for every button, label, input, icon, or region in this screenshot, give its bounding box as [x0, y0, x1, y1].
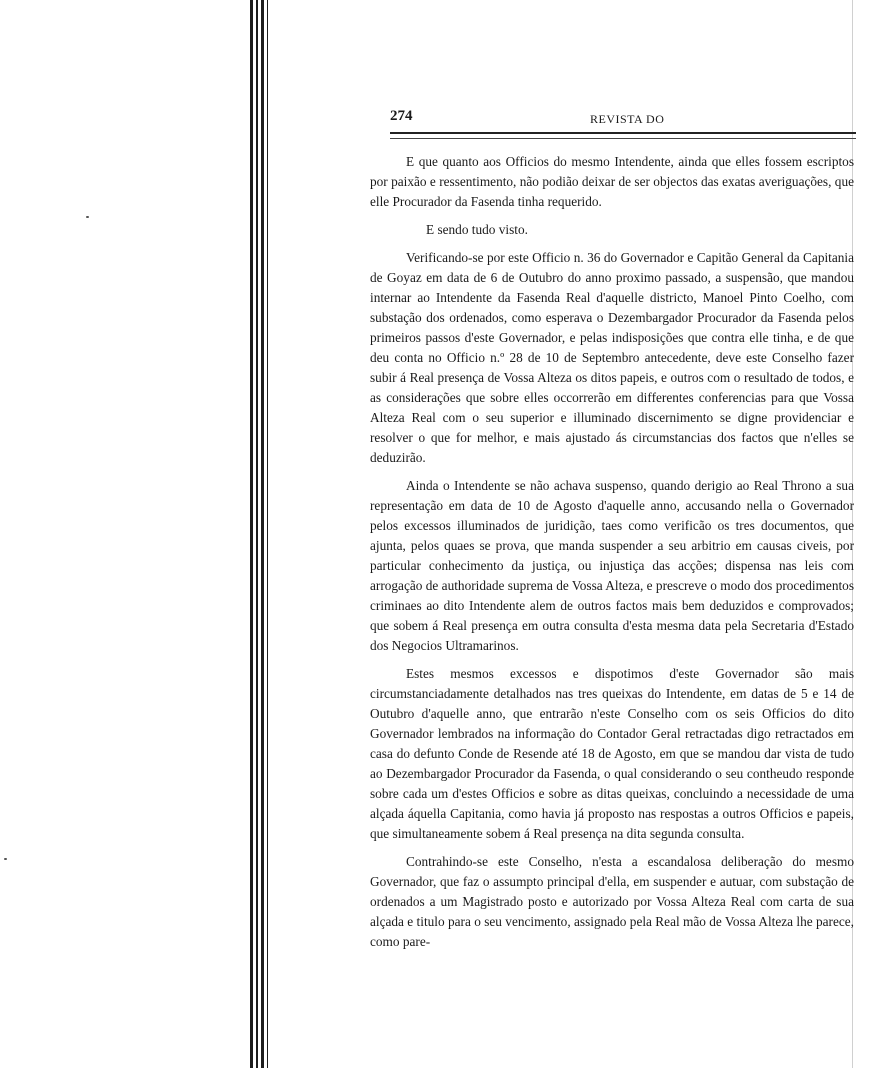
paragraph: E sendo tudo visto.: [426, 222, 528, 237]
scan-speck: [86, 216, 89, 218]
body-text: [370, 152, 854, 960]
gutter-line: [250, 0, 253, 1068]
gutter-line: [261, 0, 264, 1068]
header-rule: [390, 132, 856, 139]
page-number: 274: [390, 108, 413, 124]
binding-gutter: [236, 0, 276, 1068]
paragraph: E que quanto aos Officios do mesmo Intendente, ainda que elles fossem escriptos por paixão e ressentimento, não podião deixar de ser objectos das exatas averiguações, que elle Procurador da Fasenda tinha requerido.: [370, 154, 854, 209]
gutter-line: [267, 0, 268, 1068]
scan-speck: [4, 858, 7, 860]
gutter-line: [256, 0, 258, 1068]
paragraph: Verificando-se por este Officio n. 36 do Governador e Capitão General da Capitania de Goyaz em data de 6 de Outubro do anno proximo passado, a suspensão, que mandou internar ao Intendente da Fasenda Real d'aquelle districto, Manoel Pinto Coelho, com substação dos ordenados, como esperava o Dezembargador Procurador da Fasenda pelos primeiros passos d'este Governador, e pelas indisposições que contra elle tinha, e de que deu conta no Officio n.º 28 de 10 de Septembro antecedente, deve este Conselho fazer subir á Real presença de Vossa Alteza os ditos papeis, e outros com o resultado de todos, e as considerações que sobre elles occorrerão em differentes conferencias para que Vossa Alteza Real com o seu superior e illuminado discernimento se digne providenciar e resolver o que for melhor, e mais ajustado ás circumstancias dos factos que n'elles se deduzirão.: [370, 250, 854, 465]
paragraph: Contrahindo-se este Conselho, n'esta a escandalosa deliberação do mesmo Governador, que faz o assumpto principal d'ella, em suspender e autuar, com substação de ordenados a um Magistrado posto e autorizado por Vossa Alteza Real com carta de sua alçada e titulo para o seu vencimento, assignado pela Real mão de Vossa Alteza lhe parece, como pare-: [370, 854, 854, 949]
paragraph: Ainda o Intendente se não achava suspenso, quando derigio ao Real Throno a sua representação em data de 10 de Agosto d'aquelle anno, accusando nella o Governador pelos excessos illuminados de juridição, taes como verificão os tres documentos, que ajunta, pelos quaes se prova, que manda suspender a seu arbitrio em causas civeis, por particular conhecimento da justiça, ou injustiça das acções; dispensa nas leis com arrogação de authoridade suprema de Vossa Alteza, e prescreve o modo dos procedimentos criminaes ao dito Intendente alem de outros factos mais bem deduzidos e comprovados; que sobem á Real presença em outra consulta d'esta mesma data pela Secretaria d'Estado dos Negocios Ultramarinos.: [370, 478, 854, 653]
page-header: [390, 108, 856, 136]
paragraph: Estes mesmos excessos e dispotimos d'este Governador são mais circumstanciadamente detalhados nas tres queixas do Intendente, em datas de 5 e 14 de Outubro d'aquelle anno, que entrarão n'este Conselho com os seis Officios do dito Governador lembrados na informação do Contador Geral retractadas digo retractados em casa do defunto Conde de Resende até 18 de Agosto, em que se mandou dar vista de tudo ao Dezembargador Procurador da Fasenda, o qual considerando o seu contheudo responde sobre cada um d'estes Officios e sobre as ditas queixas, concluindo a necessidade de uma alçada áquella Capitania, como havia já proposto nas respostas a outros Officios e papeis, que simultaneamente sobem á Real presença na dita segunda consulta.: [370, 666, 854, 841]
running-title: REVISTA DO: [590, 112, 665, 126]
